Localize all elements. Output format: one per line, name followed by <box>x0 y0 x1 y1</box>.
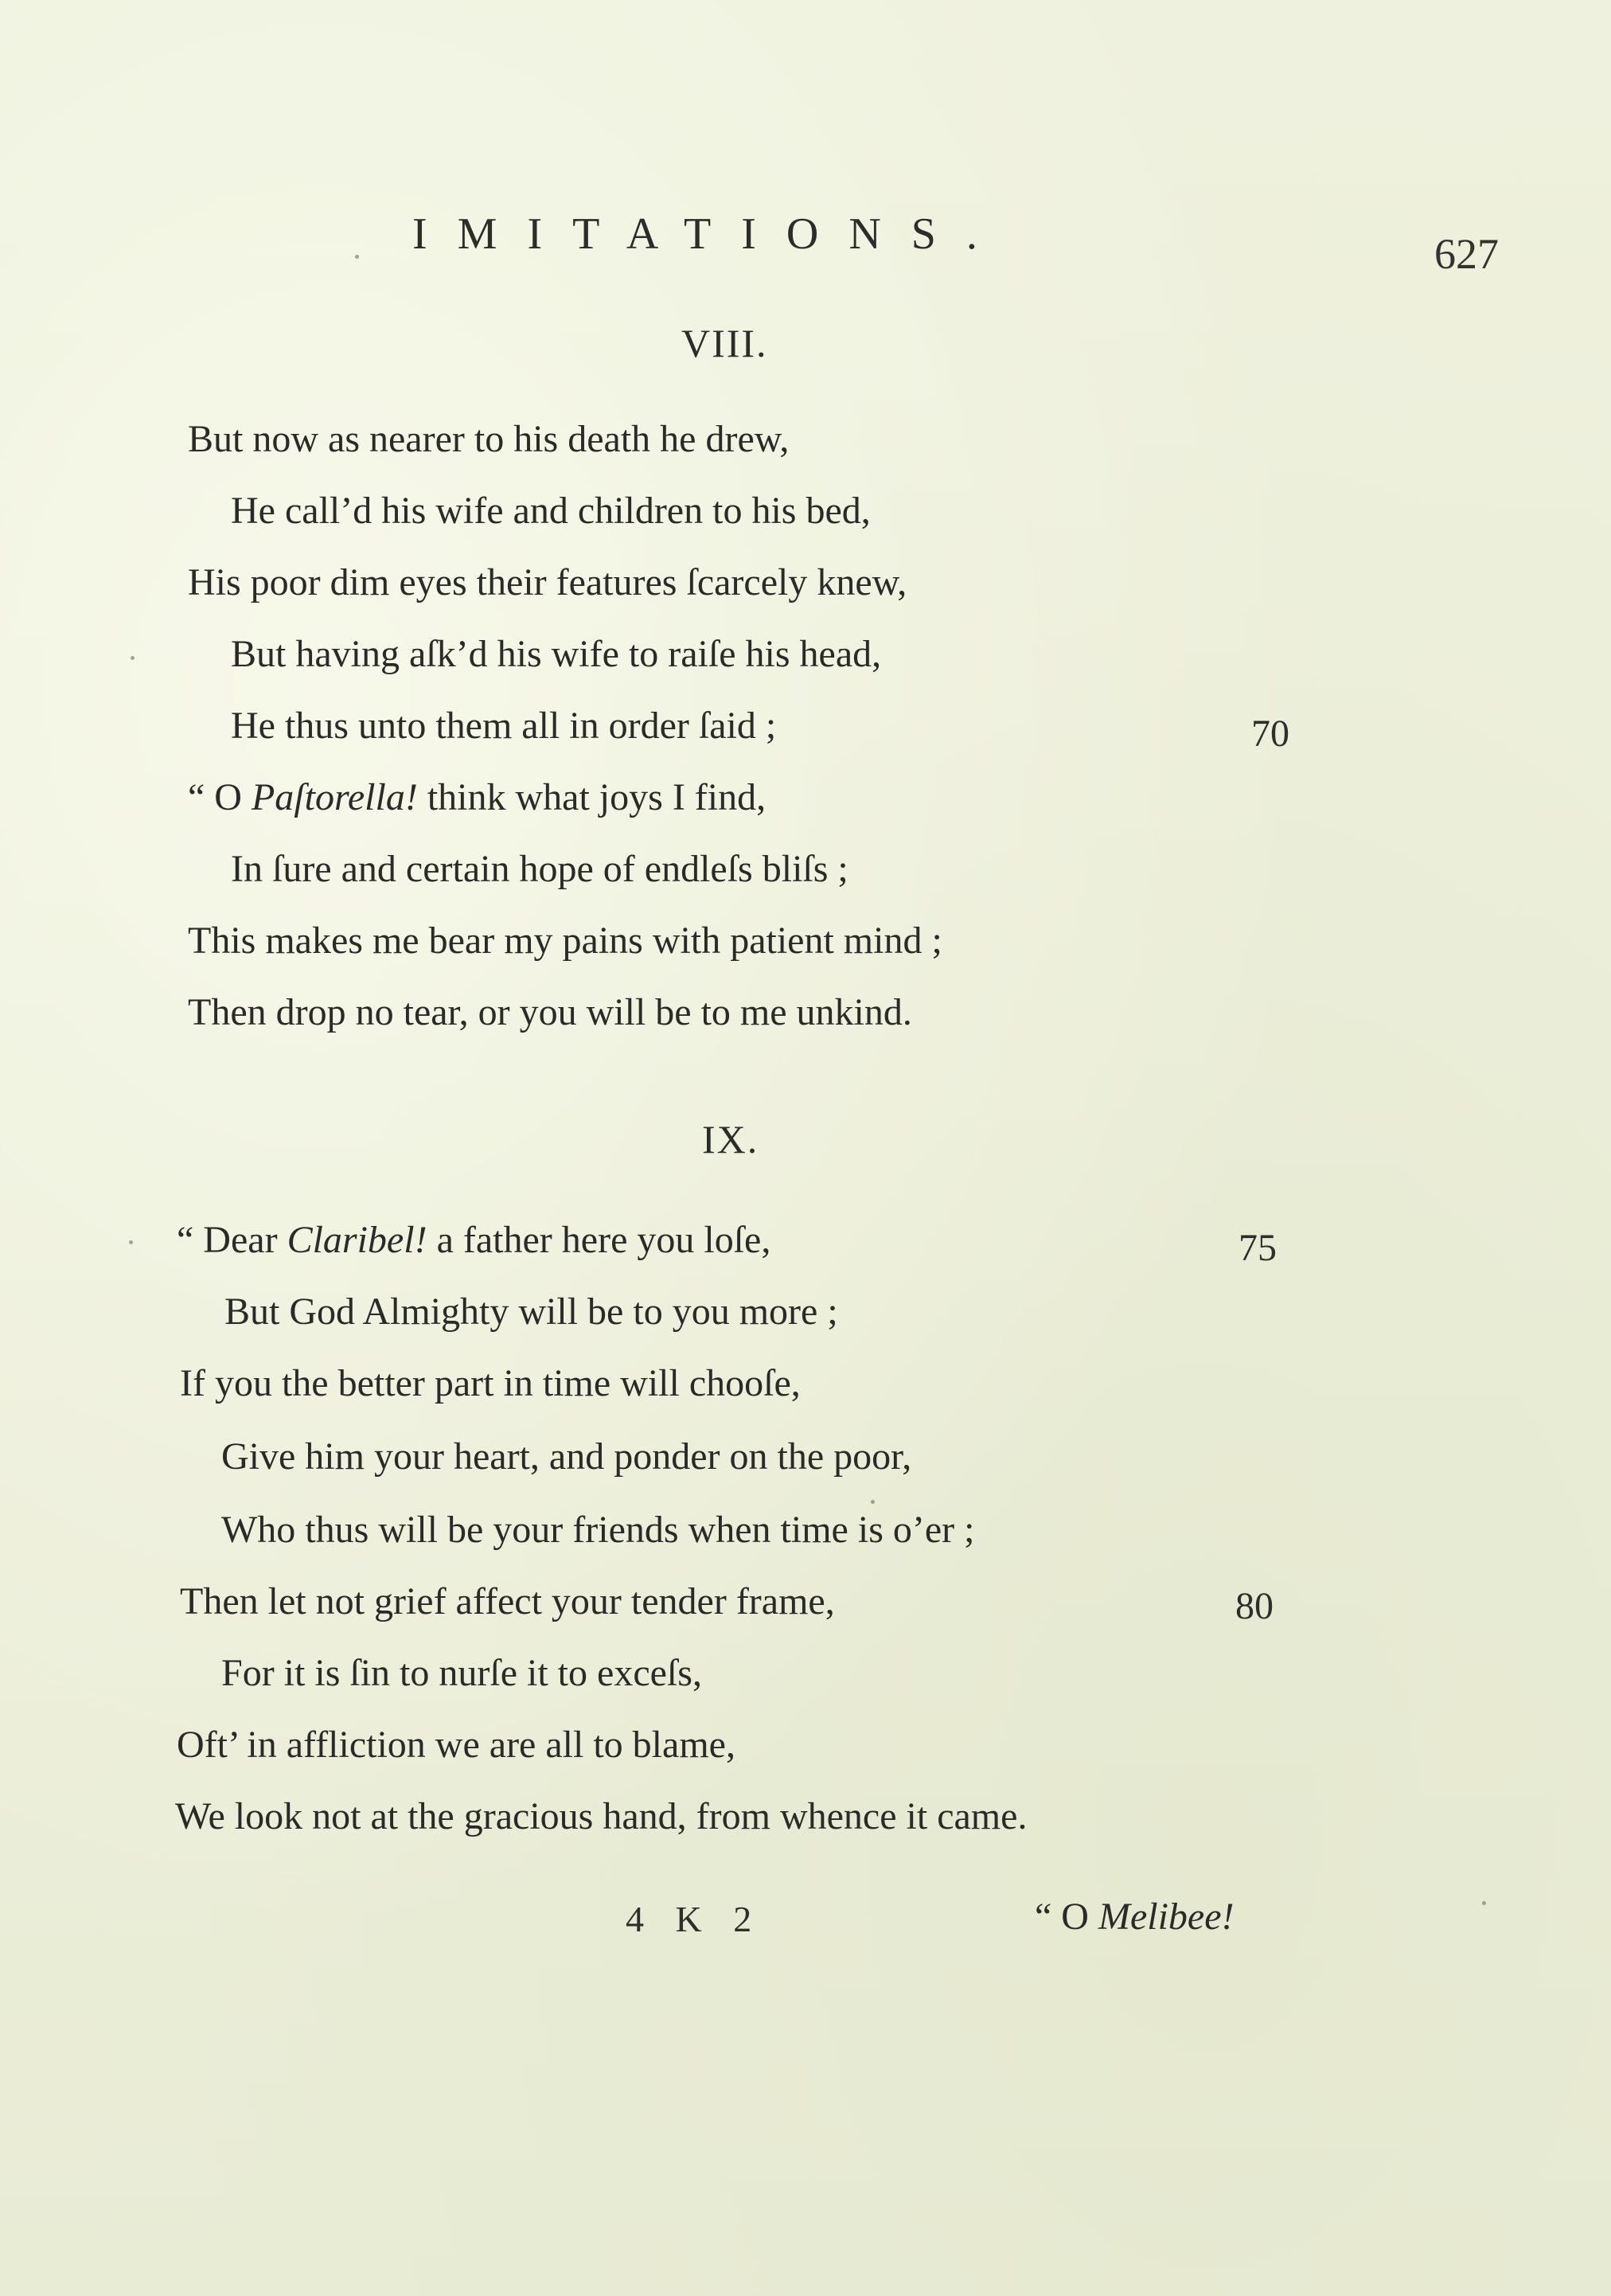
verse-line: In ſure and certain hope of endleſs bliſs ; <box>231 848 848 890</box>
verse-line: “ O Paſtorella! think what joys I find, <box>188 776 766 818</box>
paper-speck <box>871 1500 875 1504</box>
paper-speck <box>131 656 135 660</box>
line-number-70: 70 <box>1251 713 1289 755</box>
verse-line: If you the better part in time will chooſe, <box>180 1362 801 1404</box>
paper-speck <box>129 1240 133 1244</box>
catchword: “ O Melibee! <box>1035 1896 1235 1938</box>
verse-line: Oft’ in affliction we are all to blame, <box>177 1724 735 1766</box>
paper-speck <box>1482 1901 1486 1905</box>
signature-mark: 4 K 2 <box>626 1899 763 1939</box>
verse-line: He call’d his wife and children to his bed, <box>231 490 871 532</box>
verse-line: But now as nearer to his death he drew, <box>188 418 790 460</box>
verse-line: For it is ſin to nurſe it to exceſs, <box>221 1652 702 1694</box>
verse-line: Give him your heart, and ponder on the poor, <box>221 1435 912 1478</box>
stanza-number-ix: IX. <box>702 1117 759 1162</box>
verse-line: Then let not grief affect your tender frame, <box>180 1580 835 1622</box>
verse-line: But having aſk’d his wife to raiſe his head, <box>231 633 882 675</box>
running-head: IMITATIONS. <box>412 209 1008 259</box>
line-number-75: 75 <box>1238 1227 1277 1269</box>
line-number-80: 80 <box>1235 1585 1274 1627</box>
page-number: 627 <box>1434 230 1499 278</box>
verse-line: We look not at the gracious hand, from whence it came. <box>175 1795 1028 1837</box>
stanza-number-viii: VIII. <box>681 321 768 365</box>
paper-speck <box>355 255 359 259</box>
verse-line: Who thus will be your friends when time is o’er ; <box>221 1509 975 1551</box>
verse-line: But God Almighty will be to you more ; <box>224 1291 838 1333</box>
verse-line: “ Dear Claribel! a father here you loſe, <box>177 1219 771 1261</box>
verse-line: Then drop no tear, or you will be to me unkind. <box>188 991 912 1033</box>
verse-line: This makes me bear my pains with patient mind ; <box>188 920 942 962</box>
verse-line: He thus unto them all in order ſaid ; <box>231 705 777 747</box>
verse-line: His poor dim eyes their features ſcarcely knew, <box>188 561 907 603</box>
